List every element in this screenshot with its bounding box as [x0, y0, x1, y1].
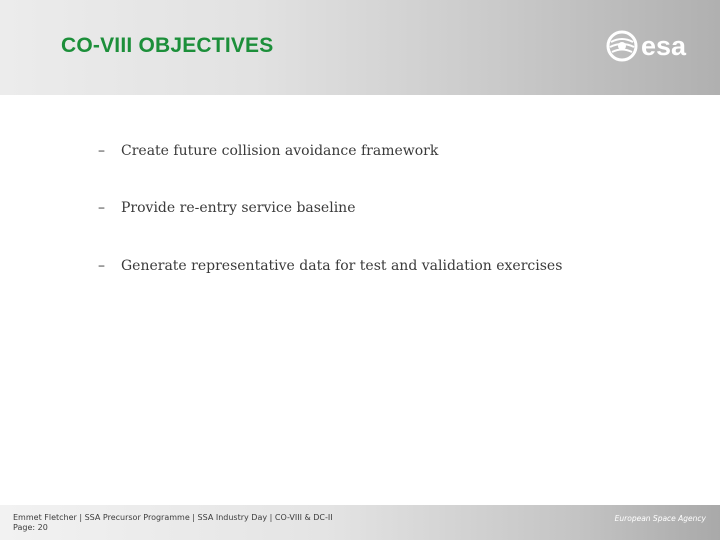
slide-header: [0, 0, 720, 95]
slide-footer: [0, 505, 720, 540]
bullet-dash: –: [98, 143, 105, 159]
footer-agency-name: European Space Agency: [614, 514, 706, 523]
esa-logo-text: esa: [641, 31, 687, 61]
bullet-text: Provide re-entry service baseline: [121, 200, 356, 216]
bullet-item: [98, 200, 355, 216]
footer-presenter-line: Emmet Fletcher | SSA Precursor Programme | SSA Industry Day | CO-VIII & DC-II: [13, 513, 333, 522]
esa-logo: [604, 28, 708, 64]
slide-title: CO-VIII OBJECTIVES: [61, 34, 274, 57]
bullet-text: Create future collision avoidance framework: [121, 143, 439, 159]
bullet-dash: –: [98, 258, 105, 274]
esa-emblem-icon: [608, 32, 636, 60]
bullet-text: Generate representative data for test and validation exercises: [121, 258, 563, 274]
bullet-dash: –: [98, 200, 105, 216]
footer-page-number: Page: 20: [13, 523, 48, 532]
bullet-item: [98, 143, 438, 159]
bullet-item: [98, 258, 562, 274]
